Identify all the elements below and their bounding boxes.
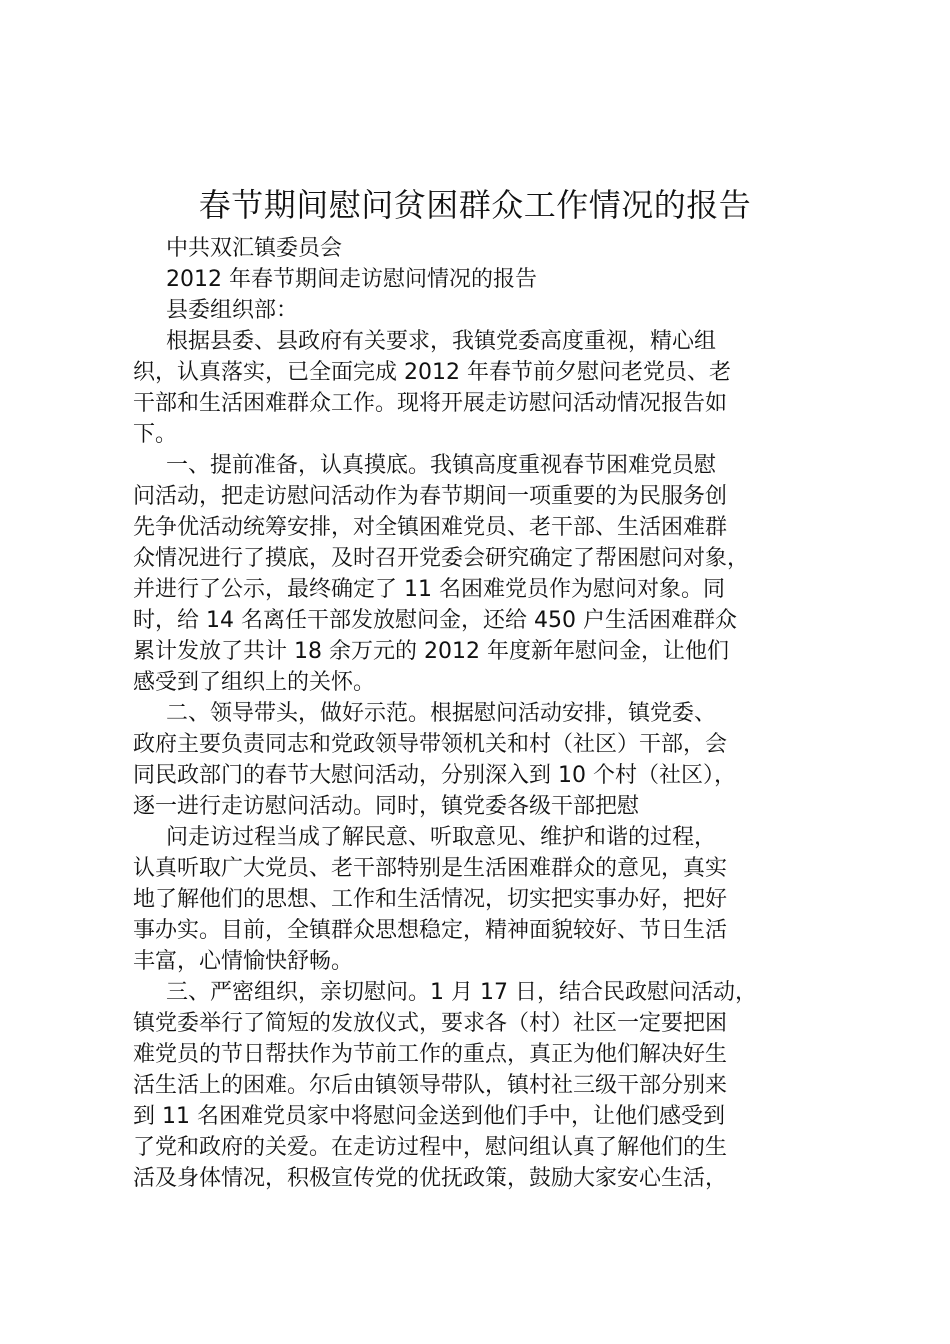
- text-line: 认真听取广大党员、老干部特别是生活困难群众的意见，真实: [133, 856, 728, 881]
- text-line: 二、领导带头，做好示范。根据慰问活动安排，镇党委、: [166, 701, 717, 726]
- text-line: 丰富，心情愉快舒畅。: [133, 949, 354, 974]
- text-line: 镇党委举行了简短的发放仪式，要求各（村）社区一定要把困: [133, 1011, 728, 1036]
- text-line: 到 11 名困难党员家中将慰问金送到他们手中，让他们感受到: [133, 1104, 725, 1129]
- text-line: 先争优活动统筹安排，对全镇困难党员、老干部、生活困难群: [133, 515, 728, 540]
- text-line: 同民政部门的春节大慰问活动，分别深入到 10 个村（社区），: [133, 763, 736, 788]
- text-line: 一、提前准备，认真摸底。我镇高度重视春节困难党员慰: [166, 453, 717, 478]
- text-line: 织，认真落实，已全面完成 2012 年春节前夕慰问老党员、老: [133, 360, 731, 385]
- text-line: 问走访过程当成了解民意、听取意见、维护和谐的过程，: [166, 825, 717, 850]
- text-line: 难党员的节日帮扶作为节前工作的重点，真正为他们解决好生: [133, 1042, 728, 1067]
- text-line: 并进行了公示，最终确定了 11 名困难党员作为慰问对象。同: [133, 577, 725, 602]
- text-line: 逐一进行走访慰问活动。同时，镇党委各级干部把慰: [133, 794, 640, 819]
- text-line: 干部和生活困难群众工作。现将开展走访慰问活动情况报告如: [133, 391, 728, 416]
- text-line: 下。: [133, 422, 178, 447]
- text-line: 感受到了组织上的关怀。: [133, 670, 376, 695]
- text-line: 了党和政府的关爱。在走访过程中，慰问组认真了解他们的生: [133, 1135, 728, 1160]
- text-line: 2012 年春节期间走访慰问情况的报告: [166, 267, 537, 292]
- document-body: [133, 233, 853, 1194]
- text-line: 三、严密组织，亲切慰问。1 月 17 日，结合民政慰问活动，: [166, 980, 757, 1005]
- text-line: 中共双汇镇委员会: [166, 236, 343, 261]
- text-line: 事办实。目前，全镇群众思想稳定，精神面貌较好、节日生活: [133, 918, 728, 943]
- text-line: 政府主要负责同志和党政领导带领机关和村（社区）干部，会: [133, 732, 728, 757]
- text-line: 地了解他们的思想、工作和生活情况，切实把实事办好，把好: [133, 887, 728, 912]
- text-line: 县委组织部：: [166, 298, 299, 323]
- text-line: 根据县委、县政府有关要求，我镇党委高度重视，精心组: [166, 329, 717, 354]
- text-line: 累计发放了共计 18 余万元的 2012 年度新年慰问金，让他们: [133, 639, 729, 664]
- text-line: 众情况进行了摸底，及时召开党委会研究确定了帮困慰问对象，: [133, 546, 750, 571]
- text-line: 问活动，把走访慰问活动作为春节期间一项重要的为民服务创: [133, 484, 728, 509]
- text-line: 活及身体情况，积极宣传党的优抚政策，鼓励大家安心生活，: [133, 1166, 728, 1191]
- document-title: 春节期间慰问贫困群众工作情况的报告: [198, 186, 752, 224]
- text-line: 活生活上的困难。尔后由镇领导带队，镇村社三级干部分别来: [133, 1073, 728, 1098]
- text-line: 时，给 14 名离任干部发放慰问金，还给 450 户生活困难群众: [133, 608, 737, 633]
